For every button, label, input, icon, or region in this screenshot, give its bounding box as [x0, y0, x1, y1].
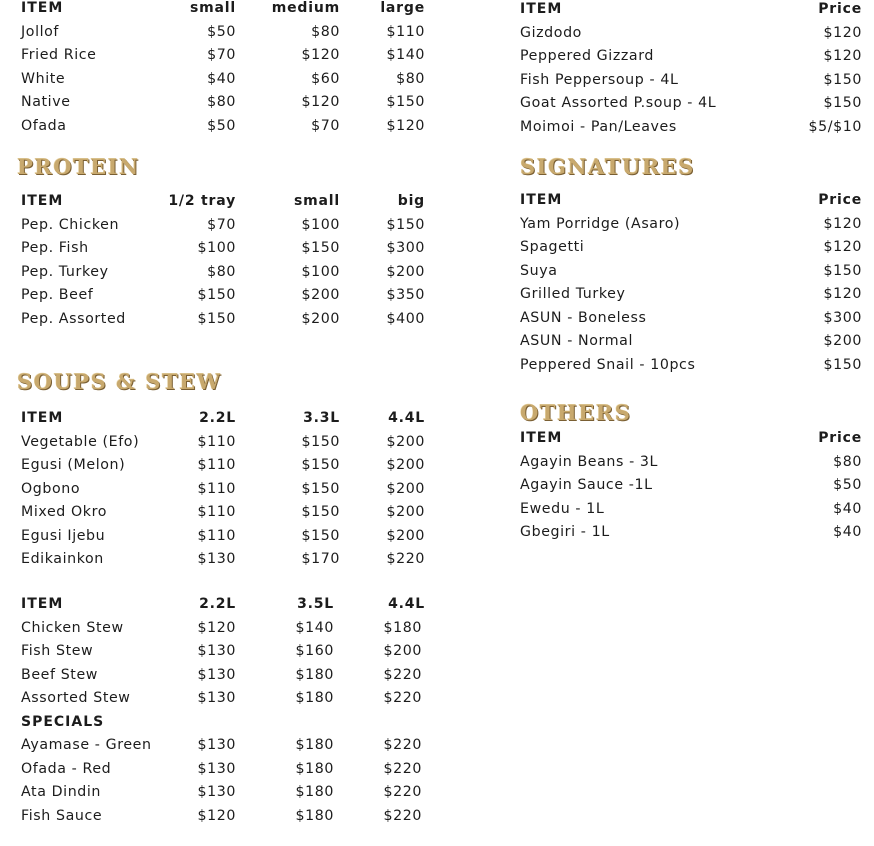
price: $180: [295, 737, 334, 753]
menu-row: [21, 784, 426, 808]
price: $80: [207, 94, 236, 110]
price: $300: [823, 309, 862, 326]
item-name: Pep. Beef: [21, 287, 94, 303]
menu-row: [21, 118, 426, 142]
price: $220: [383, 784, 422, 800]
item-name: Spagetti: [520, 239, 585, 255]
menu-row: [21, 434, 426, 458]
item-name: Fish Sauce: [21, 807, 103, 824]
menu-row: [21, 737, 426, 761]
price: $120: [301, 47, 340, 63]
price: $110: [197, 480, 236, 497]
price: $120: [823, 215, 862, 232]
price: $5/$10: [808, 118, 862, 135]
item-name: Suya: [520, 262, 558, 279]
rice-table: [21, 0, 426, 141]
price: $150: [386, 216, 425, 233]
price: $130: [197, 643, 236, 659]
item-name: Agayin Sauce -1L: [520, 477, 653, 493]
price: $70: [207, 216, 236, 233]
price: $120: [823, 239, 862, 255]
price: $120: [197, 807, 236, 824]
price: $200: [823, 333, 862, 349]
price: $80: [396, 70, 425, 87]
menu-row: [520, 25, 862, 49]
item-name: Agayin Beans - 3L: [520, 453, 659, 470]
others-table: [520, 430, 862, 548]
menu-row: [21, 71, 426, 95]
price: $120: [823, 286, 862, 302]
price: $160: [295, 643, 334, 659]
item-name: Pep. Fish: [21, 240, 89, 256]
item-name: Jollof: [21, 23, 60, 40]
price: $120: [823, 48, 862, 64]
menu-row: [520, 286, 862, 310]
header-size: 3.3L: [303, 410, 340, 426]
price: $130: [197, 760, 236, 777]
price: $200: [386, 263, 425, 280]
price: $70: [311, 117, 340, 134]
price: $150: [301, 504, 340, 520]
header-price: Price: [818, 1, 862, 17]
menu-row: [520, 310, 862, 334]
protein-table: [21, 193, 426, 334]
menu-row: [21, 808, 426, 832]
item-name: Ofada: [21, 117, 67, 134]
price: $130: [197, 666, 236, 683]
price: $220: [383, 737, 422, 753]
item-name: Edikainkon: [21, 551, 104, 567]
menu-row: [21, 761, 426, 785]
price: $110: [197, 457, 236, 473]
menu-row: [520, 216, 862, 240]
section-title-signatures: SIGNATURES: [520, 154, 695, 179]
price: $180: [295, 784, 334, 800]
item-name: Peppered Gizzard: [520, 48, 654, 64]
item-name: Moimoi - Pan/Leaves: [520, 118, 677, 135]
price: $200: [386, 480, 425, 497]
price: $130: [197, 551, 236, 567]
menu-row: [520, 357, 862, 381]
price: $70: [207, 47, 236, 63]
menu-row: [21, 240, 426, 264]
menu-row: [21, 551, 426, 575]
item-name: Native: [21, 94, 71, 110]
item-name: Gizdodo: [520, 24, 582, 41]
header-size: medium: [271, 0, 340, 16]
price: $40: [833, 500, 862, 517]
price: $150: [301, 433, 340, 450]
price: $180: [295, 760, 334, 777]
price: $200: [383, 643, 422, 659]
item-name: Ata Dindin: [21, 784, 102, 800]
header-size: large: [380, 0, 425, 16]
section-title-protein: PROTEIN: [17, 154, 140, 179]
price: $200: [301, 287, 340, 303]
item-name: ASUN - Boneless: [520, 309, 647, 326]
menu-row: [21, 217, 426, 241]
header-size: 2.2L: [199, 596, 236, 612]
price: $220: [383, 690, 422, 706]
price: $150: [823, 262, 862, 279]
price: $150: [823, 95, 862, 111]
item-name: Goat Assorted P.soup - 4L: [520, 95, 717, 111]
header-item: ITEM: [21, 193, 64, 209]
item-name: Chicken Stew: [21, 619, 124, 636]
menu-row: [520, 72, 862, 96]
menu-row: [21, 643, 426, 667]
item-name: Beef Stew: [21, 666, 98, 683]
price: $50: [207, 117, 236, 134]
header-price: Price: [818, 430, 862, 446]
menu-row: [21, 287, 426, 311]
price: $300: [386, 240, 425, 256]
header-item: ITEM: [21, 596, 64, 612]
price: $80: [311, 23, 340, 40]
section-title-others: OTHERS: [520, 400, 632, 425]
item-name: Pep. Assorted: [21, 310, 126, 327]
menu-row: [21, 667, 426, 691]
menu-row: [520, 501, 862, 525]
price: $40: [207, 70, 236, 87]
menu-row: [21, 457, 426, 481]
table-header-row: [21, 0, 426, 24]
price: $120: [197, 619, 236, 636]
price: $220: [383, 807, 422, 824]
item-name: Grilled Turkey: [520, 286, 626, 302]
price: $120: [301, 94, 340, 110]
price: $200: [386, 504, 425, 520]
menu-row: [520, 239, 862, 263]
menu-row: [21, 264, 426, 288]
specials-label-row: [21, 714, 426, 738]
price: $150: [301, 240, 340, 256]
section-title-soups: SOUPS & STEW: [17, 369, 222, 394]
menu-row: [21, 528, 426, 552]
header-size: big: [397, 193, 425, 209]
price: $130: [197, 784, 236, 800]
price: $170: [301, 551, 340, 567]
item-name: Assorted Stew: [21, 690, 131, 706]
table-header-row: [520, 1, 862, 25]
price: $150: [197, 287, 236, 303]
price: $150: [301, 480, 340, 497]
item-name: Ewedu - 1L: [520, 500, 605, 517]
price: $110: [386, 23, 425, 40]
price: $130: [197, 737, 236, 753]
price: $180: [295, 690, 334, 706]
item-name: Ofada - Red: [21, 760, 112, 777]
item-name: Gbegiri - 1L: [520, 524, 610, 540]
price: $130: [197, 690, 236, 706]
price: $110: [197, 504, 236, 520]
menu-row: [520, 333, 862, 357]
header-size: 2.2L: [199, 410, 236, 426]
table-header-row: [21, 596, 426, 620]
price: $150: [823, 71, 862, 88]
price: $150: [197, 310, 236, 327]
item-name: ASUN - Normal: [520, 333, 633, 349]
price: $100: [301, 263, 340, 280]
price: $110: [197, 527, 236, 544]
price: $200: [386, 527, 425, 544]
menu-row: [520, 524, 862, 548]
signatures-table: [520, 192, 862, 380]
table-header-row: [21, 410, 426, 434]
header-item: ITEM: [520, 1, 563, 17]
item-name: Egusi (Melon): [21, 457, 126, 473]
table-header-row: [520, 192, 862, 216]
header-item: ITEM: [21, 410, 64, 426]
menu-row: [21, 94, 426, 118]
item-name: Ogbono: [21, 480, 81, 497]
price: $80: [833, 453, 862, 470]
price: $180: [295, 666, 334, 683]
item-name: Pep. Chicken: [21, 216, 120, 233]
item-name: White: [21, 70, 66, 87]
header-size: 3.5L: [297, 596, 334, 612]
item-name: Pep. Turkey: [21, 263, 109, 280]
sides-table: [520, 1, 862, 142]
price: $350: [386, 287, 425, 303]
menu-row: [520, 454, 862, 478]
menu-row: [21, 481, 426, 505]
item-name: Egusi Ijebu: [21, 527, 106, 544]
price: $80: [207, 263, 236, 280]
item-name: Fish Peppersoup - 4L: [520, 71, 679, 88]
header-size: 4.4L: [388, 410, 425, 426]
price: $100: [301, 216, 340, 233]
price: $200: [386, 457, 425, 473]
price: $150: [823, 356, 862, 373]
price: $220: [383, 760, 422, 777]
price: $120: [823, 24, 862, 41]
item-name: Ayamase - Green: [21, 737, 152, 753]
stews-table: [21, 596, 426, 831]
specials-label: SPECIALS: [21, 713, 105, 730]
item-name: Fish Stew: [21, 643, 94, 659]
price: $100: [197, 240, 236, 256]
price: $120: [386, 117, 425, 134]
menu-row: [520, 48, 862, 72]
menu-row: [21, 620, 426, 644]
item-name: Mixed Okro: [21, 504, 107, 520]
price: $400: [386, 310, 425, 327]
price: $220: [386, 551, 425, 567]
item-name: Vegetable (Efo): [21, 433, 140, 450]
menu-row: [21, 690, 426, 714]
header-size: 1/2 tray: [168, 193, 236, 209]
soups-table: [21, 410, 426, 575]
menu-row: [520, 477, 862, 501]
price: $140: [386, 47, 425, 63]
menu-row: [520, 263, 862, 287]
header-size: 4.4L: [388, 596, 425, 612]
price: $200: [301, 310, 340, 327]
price: $110: [197, 433, 236, 450]
price: $50: [833, 477, 862, 493]
price: $60: [311, 70, 340, 87]
menu-row: [21, 24, 426, 48]
menu-row: [520, 119, 862, 143]
header-size: small: [190, 0, 236, 16]
header-price: Price: [818, 192, 862, 208]
item-name: Yam Porridge (Asaro): [520, 215, 681, 232]
menu-row: [21, 311, 426, 335]
menu-row: [21, 504, 426, 528]
item-name: Fried Rice: [21, 47, 97, 63]
menu-row: [21, 47, 426, 71]
price: $150: [386, 94, 425, 110]
price: $40: [833, 524, 862, 540]
price: $180: [383, 619, 422, 636]
menu-row: [520, 95, 862, 119]
header-item: ITEM: [520, 430, 563, 446]
price: $150: [301, 457, 340, 473]
table-header-row: [21, 193, 426, 217]
price: $140: [295, 619, 334, 636]
table-header-row: [520, 430, 862, 454]
header-item: ITEM: [21, 0, 64, 16]
price: $220: [383, 666, 422, 683]
price: $150: [301, 527, 340, 544]
price: $200: [386, 433, 425, 450]
header-item: ITEM: [520, 192, 563, 208]
header-size: small: [294, 193, 340, 209]
price: $50: [207, 23, 236, 40]
item-name: Peppered Snail - 10pcs: [520, 356, 696, 373]
price: $180: [295, 807, 334, 824]
